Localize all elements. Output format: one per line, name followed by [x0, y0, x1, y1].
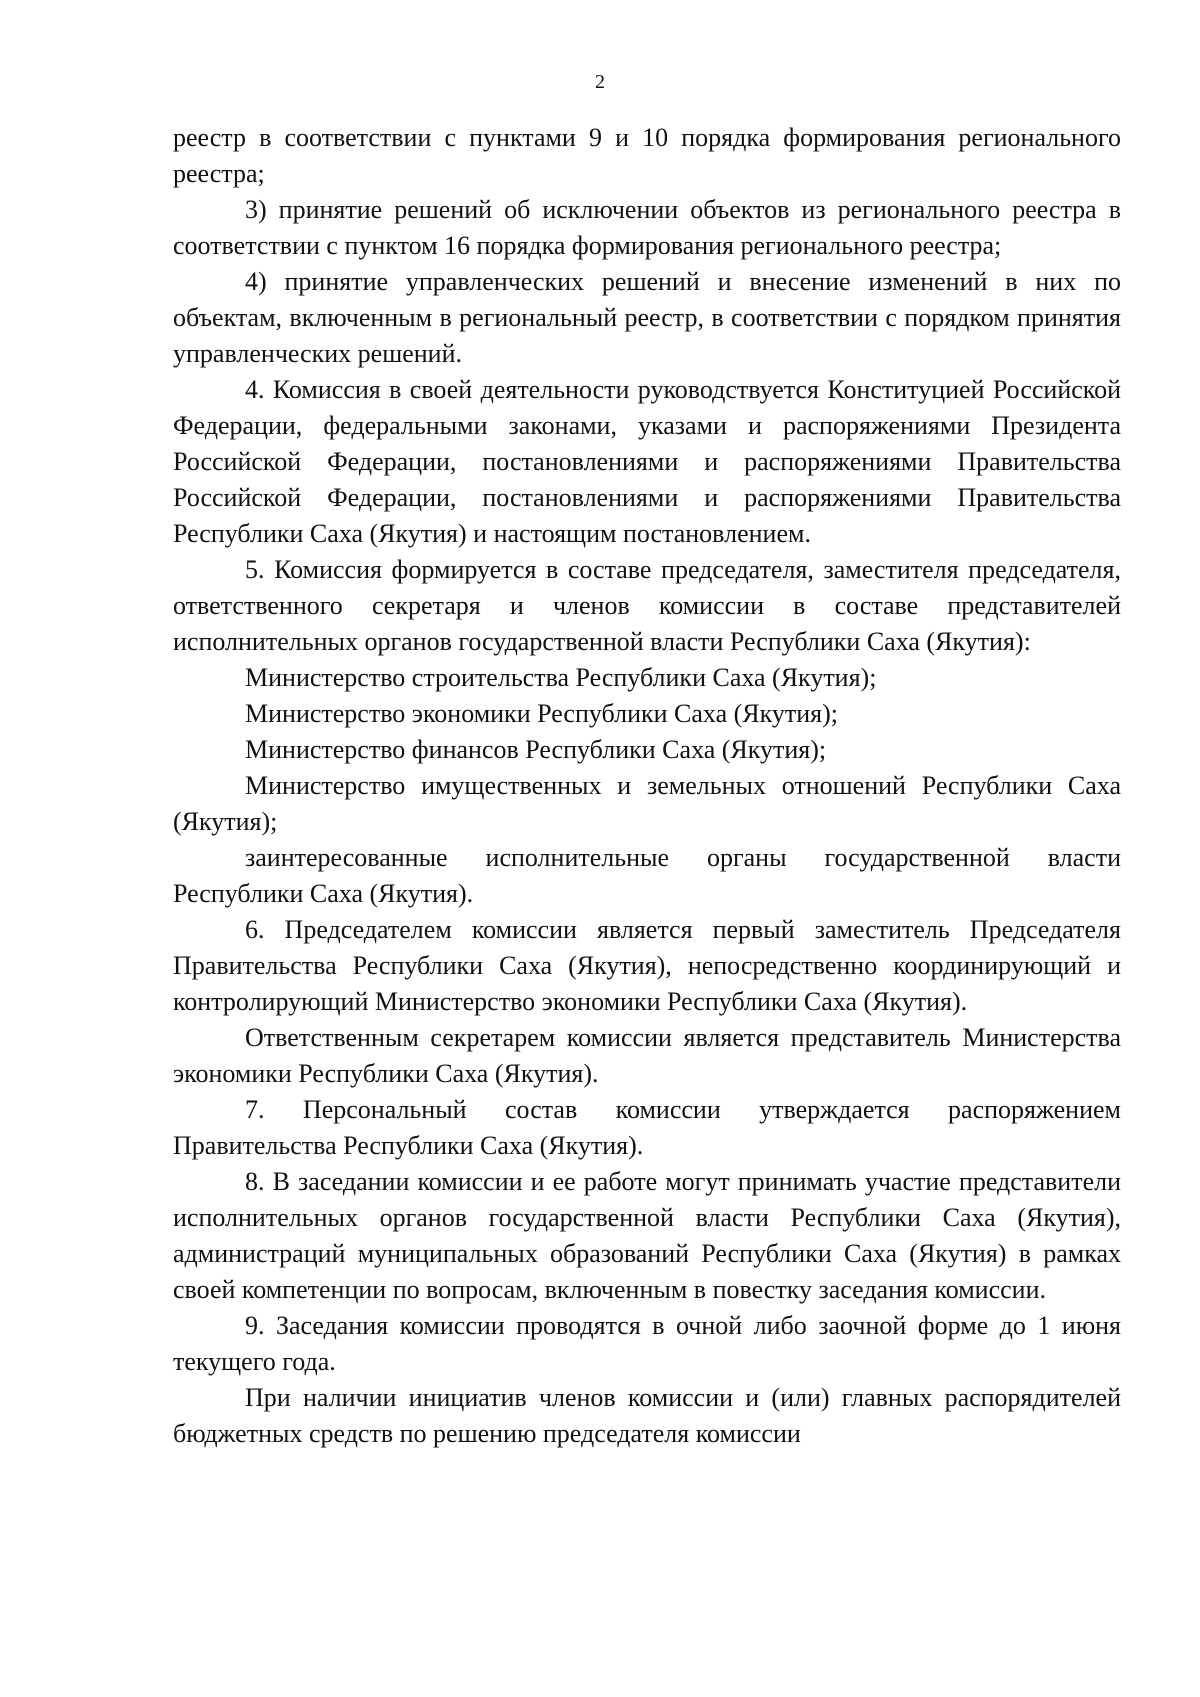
paragraph-secretary: Ответственным секретарем комиссии является представитель Министерства экономики Республики Саха (Якутия).	[173, 1023, 1121, 1088]
page-number: 2	[595, 71, 605, 93]
paragraph-section-4: 4. Комиссия в своей деятельности руководствуется Конституцией Российской Федерации, федеральными законами, указами и распоряжениями Президента Российской Федерации, постановлениями и распоряжениями Правительства Российской Федерации, постановлениями и распоряжениями Правительства Республики Саха (Якутия) и настоящим постановлением.	[173, 375, 1121, 548]
paragraph-section-6: 6. Председателем комиссии является первый заместитель Председателя Правительства Республики Саха (Якутия), непосредственно координирующий и контролирующий Министерство экономики Республики Саха (Якутия).	[173, 915, 1121, 1016]
paragraph-section-8: 8. В заседании комиссии и ее работе могут принимать участие представители исполнительных органов государственной власти Республики Саха (Якутия), администраций муниципальных образований Республики Саха (Якутия) в рамках своей компетенции по вопросам, включенным в повестку заседания комиссии.	[173, 1167, 1121, 1304]
list-item-ministry-property: Министерство имущественных и земельных отношений Республики Саха (Якутия);	[173, 771, 1121, 836]
paragraph-item-4: 4) принятие управленческих решений и внесение изменений в них по объектам, включенным в региональный реестр, в соответствии с порядком принятия управленческих решений.	[173, 267, 1121, 368]
list-item-ministry-finance: Министерство финансов Республики Саха (Якутия);	[245, 735, 827, 764]
paragraph-item-3: 3) принятие решений об исключении объектов из регионального реестра в соответствии с пунктом 16 порядка формирования регионального реестра;	[173, 195, 1121, 260]
paragraph-section-9: 9. Заседания комиссии проводятся в очной либо заочной форме до 1 июня текущего года.	[173, 1311, 1121, 1376]
paragraph-section-5: 5. Комиссия формируется в составе председателя, заместителя председателя, ответственного секретаря и членов комиссии в составе представителей исполнительных органов государственной власти Республики Саха (Якутия):	[173, 555, 1121, 656]
list-item-ministry-construction: Министерство строительства Республики Саха (Якутия);	[245, 663, 877, 692]
paragraph-initiatives: При наличии инициатив членов комиссии и (или) главных распорядителей бюджетных средств по решению председателя комиссии	[173, 1383, 1121, 1448]
paragraph-section-7: 7. Персональный состав комиссии утверждается распоряжением Правительства Республики Саха (Якутия).	[173, 1095, 1121, 1160]
document-body	[173, 120, 1121, 1452]
list-item-interested-bodies: заинтересованные исполнительные органы государственной власти Республики Саха (Якутия).	[173, 843, 1121, 908]
list-item-ministry-economy: Министерство экономики Республики Саха (Якутия);	[245, 699, 838, 728]
paragraph-continuation: реестр в соответствии с пунктами 9 и 10 порядка формирования регионального реестра;	[173, 123, 1121, 188]
